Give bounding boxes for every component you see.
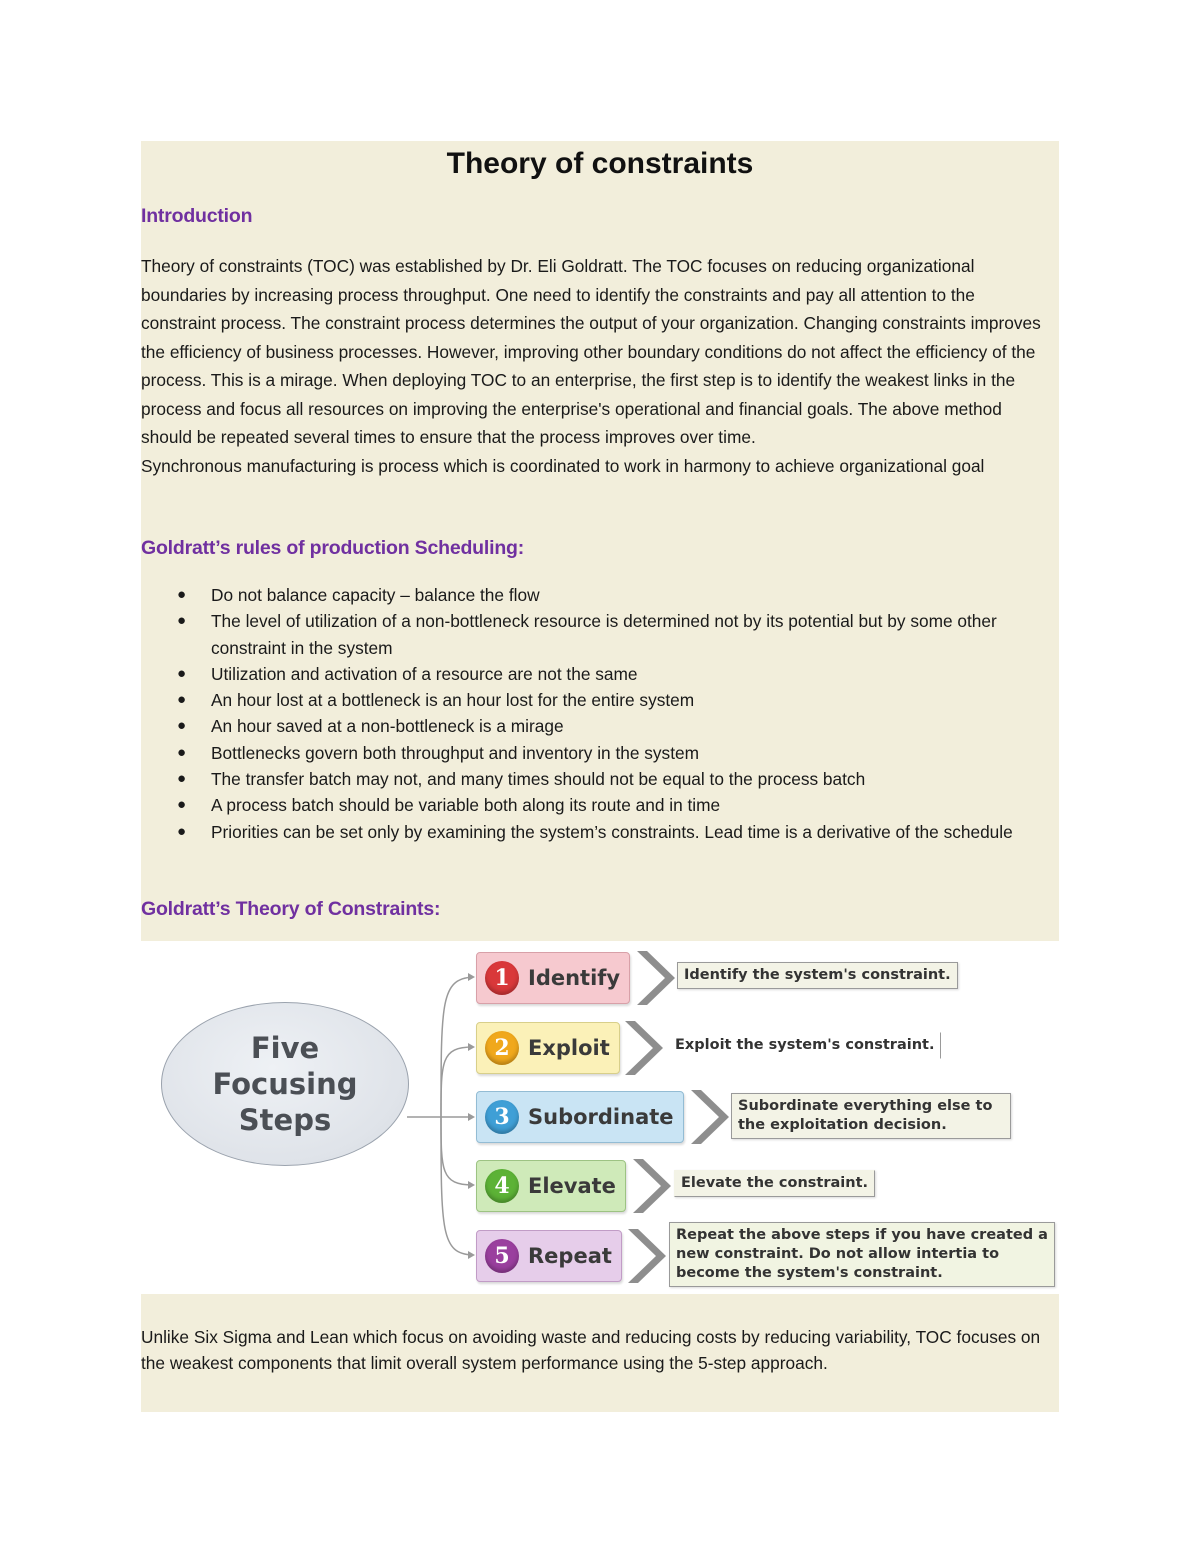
chevron-right-icon: [625, 1021, 663, 1075]
connector-line: [441, 1047, 473, 1117]
step-description: Subordinate everything else to the exploitation decision.: [731, 1093, 1011, 1139]
five-focusing-steps-hub: [161, 1002, 409, 1166]
step-subordinate: [476, 1091, 684, 1143]
bullet-icon: ●: [177, 717, 187, 735]
chevron-right-icon: [628, 1229, 666, 1283]
list-item: ● Bottlenecks govern both throughput and inventory in the system: [141, 740, 1053, 766]
bullet-icon: ●: [177, 664, 187, 682]
chevron-right-icon: [637, 951, 675, 1005]
list-item: ● A process batch should be variable both along its route and in time: [141, 792, 1053, 818]
list-item: ● Do not balance capacity – balance the flow: [141, 582, 1053, 608]
step-number-badge: 3: [485, 1100, 519, 1134]
step-label: Elevate: [528, 1174, 616, 1198]
arrowhead-icon: [468, 1113, 475, 1121]
step-label: Identify: [528, 966, 621, 990]
step-number-badge: 2: [485, 1031, 519, 1065]
step-number-badge: 4: [485, 1169, 519, 1203]
chevron-right-icon: [691, 1090, 729, 1144]
bullet-icon: ●: [177, 612, 187, 630]
bullet-icon: ●: [177, 770, 187, 788]
step-repeat: [476, 1230, 622, 1282]
step-label: Subordinate: [528, 1105, 674, 1129]
page-title: Theory of constraints: [446, 147, 754, 180]
bullet-icon: ●: [177, 796, 187, 814]
list-item: ● Utilization and activation of a resource are not the same: [141, 661, 1053, 687]
arrowhead-icon: [468, 1181, 475, 1189]
connector-line: [441, 1117, 473, 1185]
step-description: Identify the system's constraint.: [677, 962, 958, 989]
bullet-icon: ●: [177, 586, 187, 603]
step-description: Exploit the system's constraint.: [668, 1032, 941, 1059]
step-label: Repeat: [528, 1244, 612, 1268]
arrowhead-icon: [468, 1043, 475, 1051]
step-number-badge: 1: [485, 961, 519, 995]
arrowhead-icon: [468, 1251, 475, 1259]
five-focusing-steps-diagram: [141, 941, 1059, 1294]
step-description: Elevate the constraint.: [674, 1170, 875, 1197]
closing-paragraph: Unlike Six Sigma and Lean which focus on avoiding waste and reducing costs by reducing variability, TOC focuses on the weakest components that limit overall system performance using the 5-step approach.: [141, 1327, 1041, 1373]
step-exploit: [476, 1022, 620, 1074]
bullet-icon: ●: [177, 822, 187, 840]
introduction-paragraph: Theory of constraints (TOC) was established by Dr. Eli Goldratt. The TOC focuses on reducing organizational boundaries by increasing process throughput. One need to identify the constraints and pay all attention to the constraint process. The constraint process determines the output of your organization. Changing constraints improves the efficiency of business processes. However, improving other boundary conditions do not affect the efficiency of the process. This is a mirage. When deploying TOC to an enterprise, the first step is to identify the weakest links in the process and focus all resources on improving the enterprise's operational and financial goals. The above method should be repeated several times to ensure that the process improves over time.: [141, 256, 1041, 447]
bullet-icon: ●: [177, 743, 187, 761]
list-item: ● The transfer batch may not, and many times should not be equal to the process batch: [141, 766, 1053, 792]
step-identify: [476, 952, 630, 1004]
list-item: ● The level of utilization of a non-bottleneck resource is determined not by its potential but by some other constraint in the system: [141, 608, 1053, 661]
list-item: ● An hour lost at a bottleneck is an hour lost for the entire system: [141, 687, 1053, 713]
step-label: Exploit: [528, 1036, 610, 1060]
introduction-heading: Introduction: [141, 205, 253, 227]
step-number-badge: 5: [485, 1239, 519, 1273]
introduction-paragraph: Synchronous manufacturing is process which is coordinated to work in harmony to achieve organizational goal: [141, 455, 985, 476]
closing-section: [141, 1294, 1059, 1412]
introduction-text: [141, 252, 1053, 480]
toc-heading: Goldratt’s Theory of Constraints:: [141, 898, 441, 920]
bullet-icon: ●: [177, 691, 187, 709]
rules-heading: Goldratt’s rules of production Scheduling:: [141, 537, 525, 559]
step-description: Repeat the above steps if you have created a new constraint. Do not allow intertia to become the system's constraint.: [669, 1222, 1055, 1287]
step-elevate: [476, 1160, 626, 1212]
chevron-right-icon: [633, 1159, 671, 1213]
document-body: [141, 141, 1059, 941]
rules-list: [141, 582, 1053, 845]
arrowhead-icon: [468, 973, 475, 981]
hub-label: Five Focusing Steps: [212, 1031, 358, 1137]
list-item: ● An hour saved at a non-bottleneck is a mirage: [141, 713, 1053, 739]
list-item: ● Priorities can be set only by examining the system’s constraints. Lead time is a derivative of the schedule: [141, 819, 1053, 845]
